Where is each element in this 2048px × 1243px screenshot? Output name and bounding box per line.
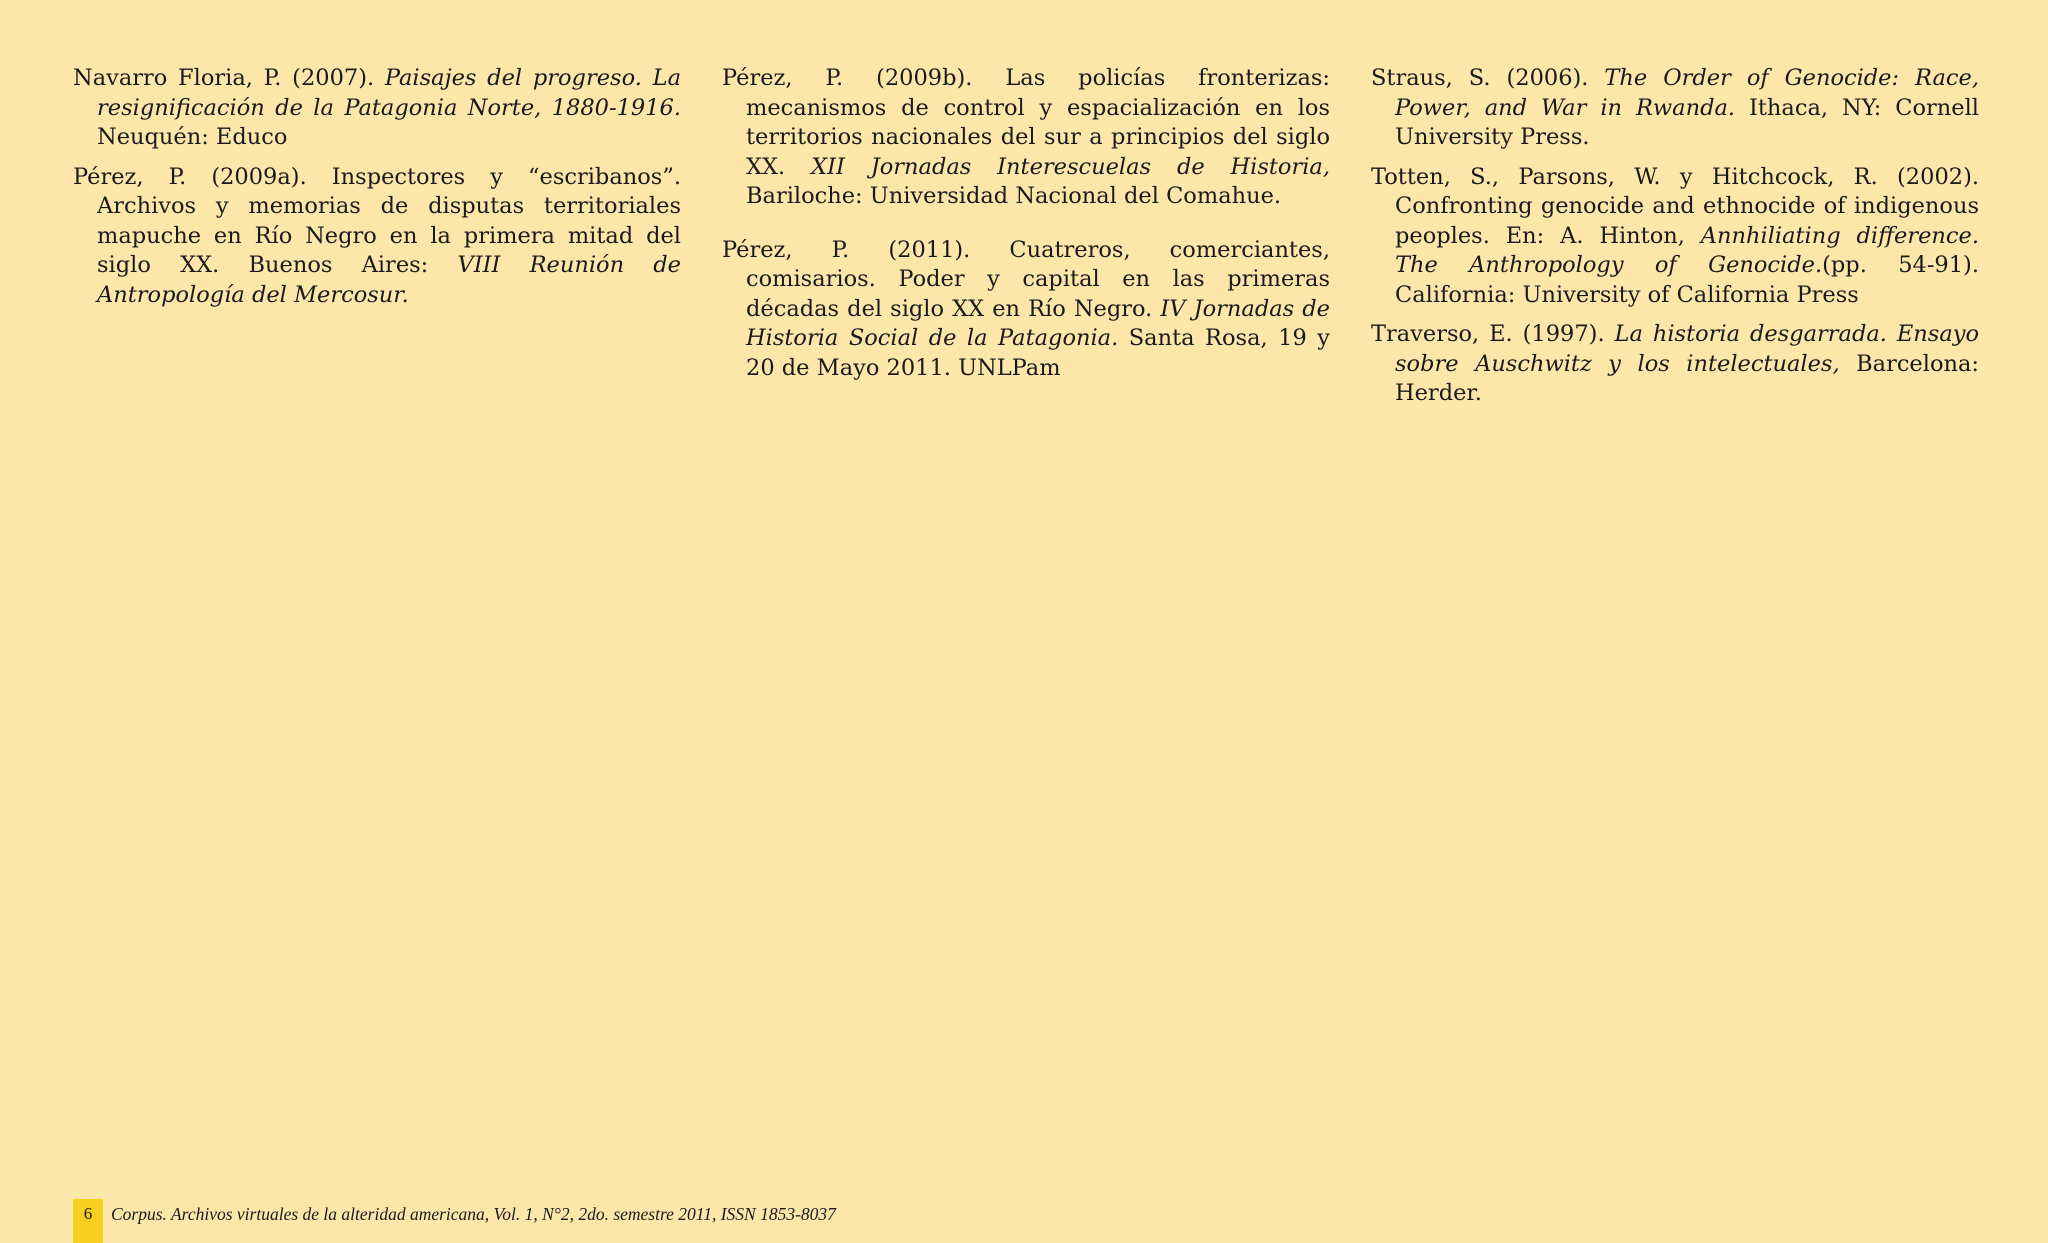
reference-text: Bariloche: Universidad Nacional del Comahue. — [746, 183, 1282, 209]
reference-text: Totten, S., Parsons, W. y Hitchcock, R. (2002). Confronting genocide and ethnocide of indigenous peoples. En: A. Hinton, — [1371, 163, 1979, 249]
reference-text: Straus, S. (2006). — [1371, 65, 1605, 91]
reference-text: Traverso, E. (1997). — [1371, 321, 1615, 347]
reference-text: Navarro Floria, P. (2007). — [73, 65, 385, 91]
journal-citation: Corpus. Archivos virtuales de la alteridad americana, Vol. 1, N°2, 2do. semestre 2011, ISSN 1853-8037 — [111, 1204, 836, 1224]
reference-text: Santa Rosa, 19 y 20 de Mayo 2011. UNLPam — [746, 325, 1330, 381]
reference-text: Pérez, P. (2011). Cuatreros, comerciantes, comisarios. Poder y capital en las primeras décadas del siglo XX en Río Negro. — [722, 236, 1330, 322]
reference-title: VIII Reunión de Antropología del Mercosur. — [97, 252, 681, 308]
references-column-3 — [1371, 64, 1979, 419]
page-number: 6 — [73, 1199, 103, 1243]
reference-entry — [73, 163, 681, 311]
reference-entry — [73, 64, 681, 153]
reference-title: La historia desgarrada. Ensayo sobre Auschwitz y los intelectuales, — [1395, 321, 1979, 377]
references-column-2 — [722, 64, 1330, 393]
reference-title: Paisajes del progreso. La resignificación de la Patagonia Norte, 1880-1916. — [97, 65, 681, 121]
references-column-1 — [73, 64, 681, 320]
reference-text: Neuquén: Educo — [97, 124, 288, 150]
reference-text: Pérez, P. (2009a). Inspectores y “escribanos”. Archivos y memorias de disputas territoriales mapuche en Río Negro en la primera mitad del siglo XX. Buenos Aires: — [73, 163, 681, 278]
reference-title: IV Jornadas de Historia Social de la Patagonia. — [746, 295, 1330, 351]
reference-entry — [1371, 64, 1979, 153]
reference-title: Annhiliating difference. The Anthropology of Genocide. — [1395, 222, 1979, 278]
reference-text: (pp. 54-91). California: University of California Press — [1395, 252, 1979, 308]
reference-title: XII Jornadas Interescuelas de Historia, — [811, 153, 1331, 180]
reference-title: The Order of Genocide: Race, Power, and War in Rwanda. — [1395, 65, 1979, 121]
reference-entry — [722, 64, 1330, 212]
reference-text: Pérez, P. (2009b). Las policías fronterizas: mecanismos de control y espacialización en los territorios nacionales del sur a principios del siglo XX. — [722, 65, 1330, 180]
reference-entry — [722, 236, 1330, 384]
reference-text: Barcelona: Herder. — [1395, 350, 1979, 406]
page-footer — [73, 1199, 1073, 1243]
reference-entry — [1371, 163, 1979, 311]
reference-text: Ithaca, NY: Cornell University Press. — [1395, 94, 1979, 150]
reference-entry — [1371, 320, 1979, 409]
